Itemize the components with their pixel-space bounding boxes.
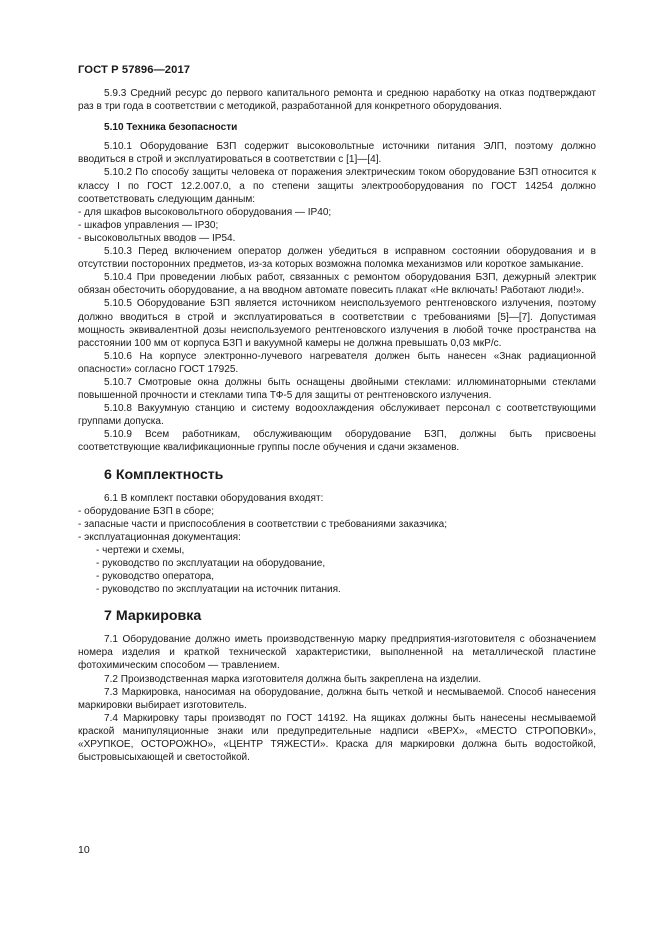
list-item: - запасные части и приспособления в соответствии с требованиями заказчика; <box>78 518 448 530</box>
section-heading-7: 7 Маркировка <box>104 608 202 625</box>
document-header: ГОСТ Р 57896—2017 <box>78 64 191 76</box>
list-item: - оборудование БЗП в сборе; <box>78 505 215 517</box>
paragraph-6-1: 6.1 В комплект поставки оборудования входят: <box>104 492 324 504</box>
paragraph-5-10-9: 5.10.9 Всем работникам, обслуживающим оборудование БЗП, должны быть присвоены соответствующие квалификационные группы после обучения и сдачи экзаменов. <box>78 429 596 454</box>
paragraph-5-10-2: 5.10.2 По способу защиты человека от поражения электрическим током оборудование БЗП относится к классу I по ГОСТ 12.2.007.0, а по степени защиты электрооборудования по ГОСТ 14254 должно соответствовать следующим данным: <box>78 167 596 205</box>
list-item: - шкафов управления — IP30; <box>78 219 219 231</box>
sub-list-item: - чертежи и схемы, <box>96 544 185 556</box>
paragraph-5-10-6: 5.10.6 На корпусе электронно-лучевого нагревателя должен быть нанесен «Знак радиационной опасности» согласно ГОСТ 17925. <box>78 350 596 375</box>
paragraph-7-2: 7.2 Производственная марка изготовителя должна быть закреплена на изделии. <box>104 673 481 685</box>
paragraph-5-10-1: 5.10.1 Оборудование БЗП содержит высоковольтные источники питания ЭЛП, поэтому должно вводиться в строй и эксплуатироваться в соответствии с [1]—[4]. <box>78 141 596 166</box>
paragraph-7-3: 7.3 Маркировка, наносимая на оборудование, должна быть четкой и несмываемой. Способ нанесения маркировки выбирает изготовитель. <box>78 686 596 711</box>
page-number: 10 <box>78 844 90 856</box>
section-heading-5-10: 5.10 Техника безопасности <box>104 122 238 134</box>
paragraph-5-9-3: 5.9.3 Средний ресурс до первого капитального ремонта и среднюю наработку на отказ подтверждают раз в три года в соответствии с методикой, разработанной для конкретного оборудования. <box>78 88 596 113</box>
paragraph-7-4: 7.4 Маркировку тары производят по ГОСТ 14192. На ящиках должны быть нанесены несмываемой краской манипуляционные знаки или предупредительные надписи «ВЕРХ», «МЕСТО СТРОПОВКИ», «ХРУПКОЕ, ОСТОРОЖНО», «ЦЕНТР ТЯЖЕСТИ». Краска для маркировки должна быть водостойкой, быстровысыхающей и светостойкой. <box>78 712 596 764</box>
paragraph-5-10-3: 5.10.3 Перед включением оператор должен убедиться в исправном состоянии оборудования и в отсутствии посторонних предметов, из-за которых возможна поломка механизмов или короткое замыкание. <box>78 246 596 271</box>
paragraph-5-10-7: 5.10.7 Смотровые окна должны быть оснащены двойными стеклами: иллюминаторными стеклами повышенной прочности и стеклами типа ТФ-5 для защиты от рентгеновского излучения. <box>78 376 596 402</box>
sub-list-item: - руководство по эксплуатации на оборудование, <box>96 558 326 569</box>
paragraph-5-10-8: 5.10.8 Вакуумную станцию и систему водоохлаждения обслуживает персонал с соответствующими группами допуска. <box>78 403 596 428</box>
paragraph-7-1: 7.1 Оборудование должно иметь производственную марку предприятия-изготовителя с обозначением номера изделия и краткой технической характеристики, выполненной на металлической пластине фотохимическим способом — травлением. <box>78 634 596 672</box>
list-item: - эксплуатационная документация: <box>78 531 241 543</box>
list-item: - высоковольтных вводов — IP54. <box>78 232 236 244</box>
sub-list-item: - руководство оператора, <box>96 571 215 583</box>
paragraph-5-10-4: 5.10.4 При проведении любых работ, связанных с ремонтом оборудования БЗП, дежурный электрик обязан обесточить оборудование, а на вводном автомате повесить плакат «Не включать! Работают люди!». <box>78 272 596 297</box>
section-heading-6: 6 Комплектность <box>104 466 224 483</box>
paragraph-5-10-5: 5.10.5 Оборудование БЗП является источником неиспользуемого рентгеновского излучения, поэтому должно вводиться в строй и эксплуатироваться в соответствии с требованиями [5]—[7]. Допустимая мощность эквивалентной дозы неиспользуемого рентгеновского излучения в любой точке пространства на расстоянии 100 мм от корпуса БЗП и вакуумной камеры не должна превышать 0,03 мкР/с. <box>78 298 596 349</box>
list-item: - для шкафов высоковольтного оборудования — IP40; <box>78 206 332 218</box>
document-body <box>78 87 596 764</box>
sub-list-item: - руководство по эксплуатации на источник питания. <box>96 584 341 596</box>
